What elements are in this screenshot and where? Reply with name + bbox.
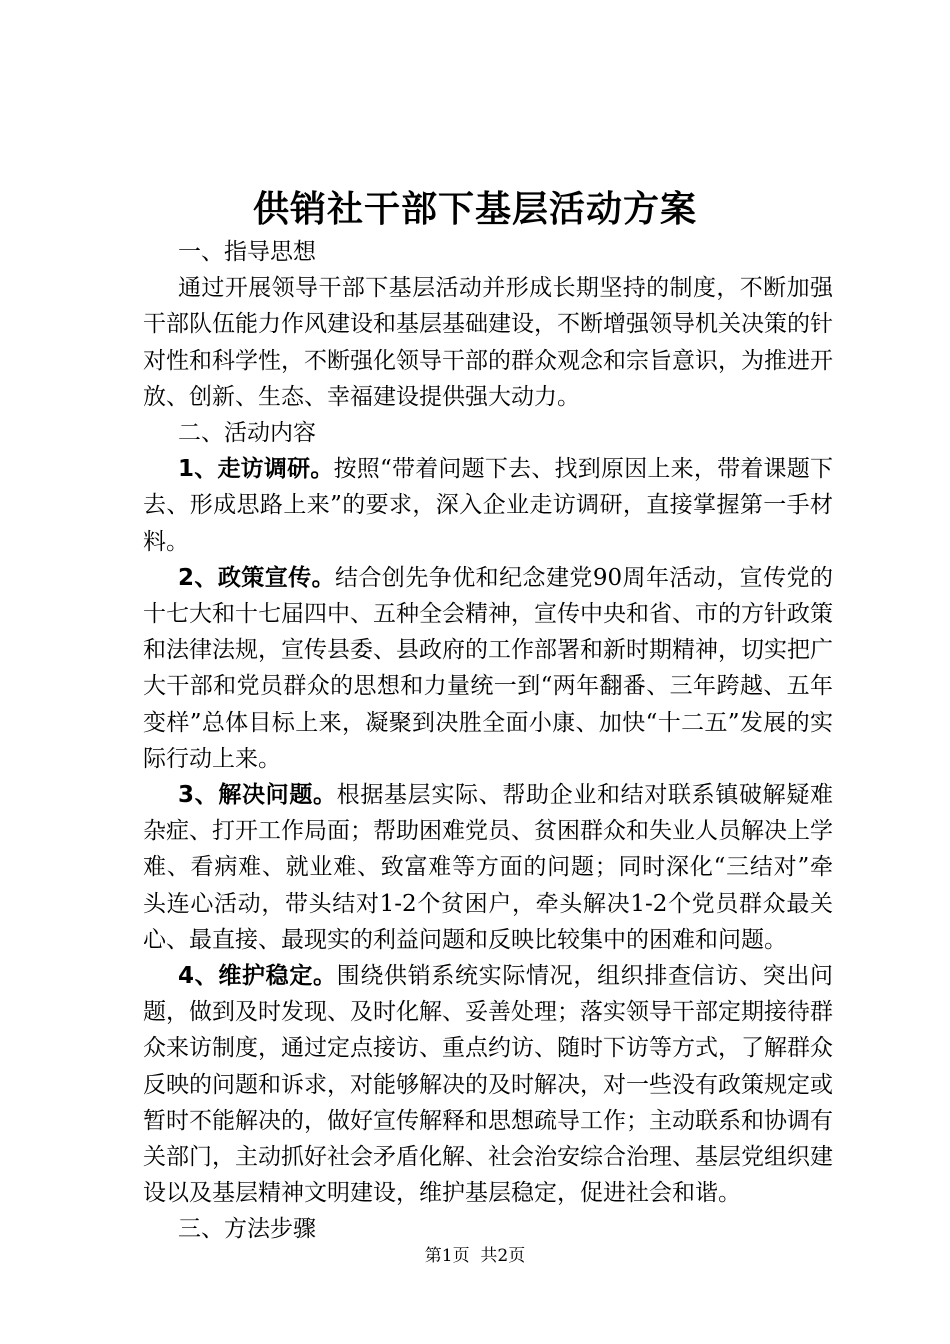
paragraph-lead: 2、政策宣传。	[178, 564, 336, 591]
paragraph-maintain-stability	[143, 958, 833, 1211]
paragraph-text: 通过开展领导干部下基层活动并形成长期坚持的制度，不断加强干部队伍能力作风建设和基层基础建设，不断增强领导机关决策的针对性和科学性，不断强化领导干部的群众观念和宗旨意识，为推进开放、创新、生态、幸福建设提供强大动力。	[143, 275, 833, 410]
section-heading-activity-content: 二、活动内容	[178, 420, 316, 447]
section-heading-guiding-thought: 一、指导思想	[178, 239, 316, 265]
section-heading-method-steps: 三、方法步骤	[178, 1216, 316, 1243]
page-total: 共2页	[480, 1246, 526, 1266]
paragraph-visit-research	[143, 451, 833, 560]
document-title: 供销社干部下基层活动方案	[252, 189, 697, 230]
page-footer	[0, 1244, 950, 1268]
paragraph-lead: 1、走访调研。	[178, 456, 334, 483]
paragraph-solve-problems	[143, 777, 833, 958]
footer-separator	[470, 1246, 481, 1266]
page-number: 第1页	[424, 1246, 470, 1266]
paragraph-policy-publicity	[143, 560, 833, 777]
paragraph-text: 根据基层实际、帮助企业和结对联系镇破解疑难杂症、打开工作局面；帮助困难党员、贫困群众和失业人员解决上学难、看病难、就业难、致富难等方面的问题；同时深化“三结对”牵头连心活动，带头结对1-2个贫困户，牵头解决1-2个党员群众最关心、最直接、最现实的利益问题和反映比较集中的困难和问题。	[143, 782, 833, 953]
paragraph-text: 按照“带着问题下去、找到原因上来，带着课题下去、形成思路上来”的要求，深入企业走访调研，直接掌握第一手材料。	[143, 456, 833, 555]
paragraph-lead: 4、维护稳定。	[178, 963, 337, 990]
document-body	[143, 234, 833, 1248]
paragraph-lead: 3、解决问题。	[178, 782, 337, 809]
paragraph-text: 结合创先争优和纪念建党90周年活动，宣传党的十七大和十七届四中、五种全会精神，宣传中央和省、市的方针政策和法律法规，宣传县委、县政府的工作部署和新时期精神，切实把广大干部和党员群众的思想和力量统一到“两年翻番、三年跨越、五年变样”总体目标上来，凝聚到决胜全面小康、加快“十二五”发展的实际行动上来。	[143, 564, 833, 772]
paragraph-text: 围绕供销系统实际情况，组织排查信访、突出问题，做到及时发现、及时化解、妥善处理；落实领导干部定期接待群众来访制度，通过定点接访、重点约访、随时下访等方式，了解群众反映的问题和诉求，对能够解决的及时解决，对一些没有政策规定或暂时不能解决的，做好宣传解释和思想疏导工作；主动联系和协调有关部门，主动抓好社会矛盾化解、社会治安综合治理、基层党组织建设以及基层精神文明建设，维护基层稳定，促进社会和谐。	[143, 963, 833, 1207]
paragraph-guiding-thought	[143, 270, 833, 415]
